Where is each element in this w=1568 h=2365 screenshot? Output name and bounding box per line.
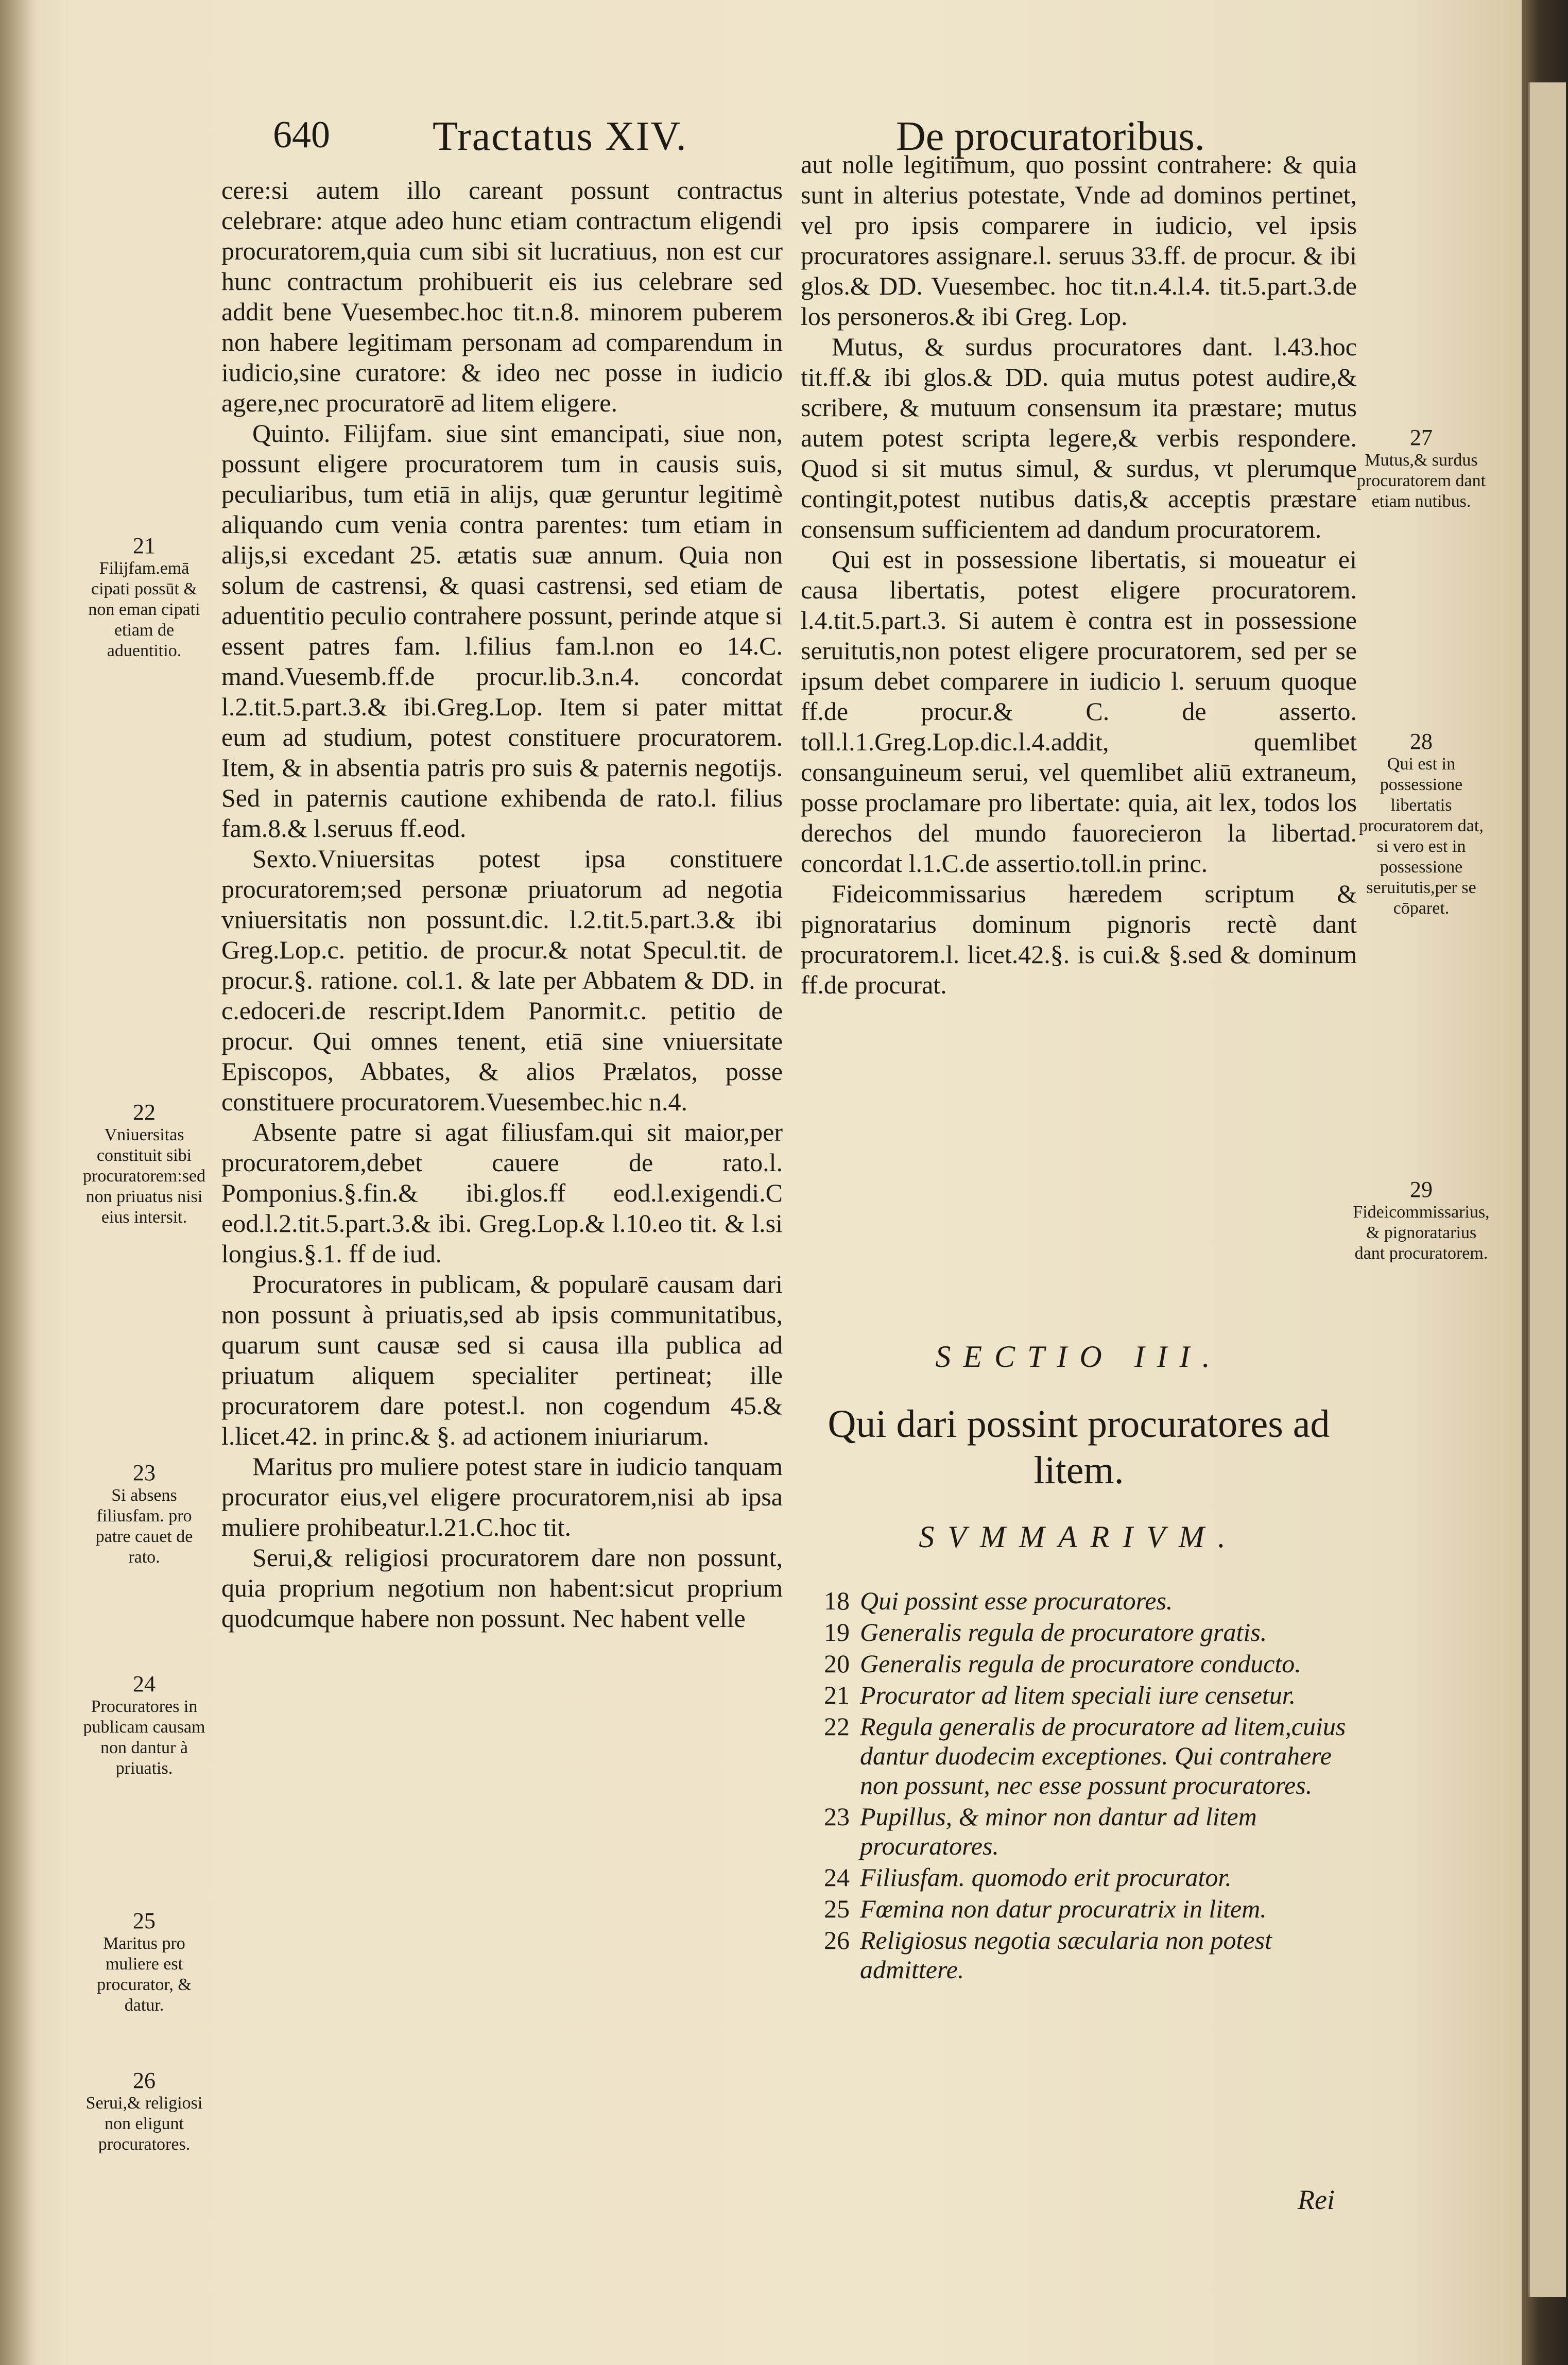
summary-text: Generalis regula de procuratore gratis. xyxy=(860,1618,1267,1647)
margin-note xyxy=(1352,427,1491,512)
facing-page-edge xyxy=(1528,82,1566,2297)
margin-note xyxy=(82,533,206,661)
summary-text: Qui possint esse procuratores. xyxy=(860,1586,1173,1615)
margin-note-text: Qui est in possessione libertatis procuratorem dat, si vero est in possessione seruitutis,per se cōparet. xyxy=(1359,755,1484,918)
summary-text: Pupillus, & minor non dantur ad litem procuratores. xyxy=(860,1802,1257,1860)
margin-note-number: 25 xyxy=(133,1908,156,1933)
page-number: 640 xyxy=(273,114,330,156)
summary-number: 21 xyxy=(824,1681,850,1709)
list-item xyxy=(824,1681,1359,1710)
paragraph: Sexto.Vniuersitas potest ipsa constituere procuratorem;sed personæ priuatorum ad negotia vniuersitatis non possunt.dic. l.2.tit.5.part.3.& ibi Greg.Lop.c. petitio. de procur.& notat Specul.tit. de procur.§. ratione. col.1. & late per Abbatem & DD. in c.edoceri.de rescript.Idem Panormit.c. petitio de procur. Qui omnes tenent, etiā sine vniuersitate Episcopos, Abbates, & alios Prælatos, posse constituere procuratorem.Vuesembec.hic n.4. xyxy=(221,844,783,1116)
margin-note-text: Serui,& religiosi non eligunt procuratores. xyxy=(85,2094,203,2154)
margin-note xyxy=(82,1908,206,2016)
summary-number: 23 xyxy=(824,1802,850,1831)
margin-note-number: 29 xyxy=(1410,1177,1433,1202)
margin-note xyxy=(82,1102,206,1228)
margin-note-number: 21 xyxy=(133,533,156,558)
margin-note xyxy=(1352,1179,1491,1264)
margin-note-text: Fideicommissarius, & pignoratarius dant procuratorem. xyxy=(1353,1203,1490,1263)
list-item xyxy=(824,1712,1359,1800)
margin-note-number: 22 xyxy=(133,1100,156,1125)
summary-number: 25 xyxy=(824,1894,850,1923)
summary-number: 26 xyxy=(824,1926,850,1955)
paragraph: aut nolle legitimum, quo possint contrahere: & quia sunt in alterius potestate, Vnde ad dominos pertinet, vel pro ipsis comparere in iudicio, vel ipsis procuratores assignare.l. seruus 33.ff. de procur. & ibi glos.& DD. Vuesembec. hoc tit.n.4.l.4. tit.5.part.3.de los personeros.& ibi Greg. Lop. xyxy=(801,150,1357,331)
section-label: SECTIO III. xyxy=(935,1340,1222,1374)
summary-number: 22 xyxy=(824,1712,850,1741)
paragraph: cere:si autem illo careant possunt contractus celebrare: atque adeo hunc etiam contractum eligendi procuratorem,quia cum sibi sit lucratiuus, non est cur hunc contractum prohibuerit eis ius celebrare sed addit bene Vuesembec.hoc tit.n.8. minorem puberem non habere legitimam personam ad comparendum in iudicio,sine curatore: & ideo nec posse in iudicio agere,nec procuratorē ad litem eligere. xyxy=(221,176,783,417)
paragraph: Maritus pro muliere potest stare in iudicio tanquam procurator eius,vel eligere procuratorem,nisi ab ipsa muliere prohibeatur.l.21.C.hoc tit. xyxy=(221,1452,783,1541)
margin-note-text: Si absens filiusfam. pro patre cauet de rato. xyxy=(95,1486,193,1567)
paragraph: Serui,& religiosi procuratorem dare non possunt, quia proprium negotium non habent:sicut proprium quodcumque habere non possunt. Nec habent velle xyxy=(221,1543,783,1633)
list-item xyxy=(824,1649,1359,1678)
paragraph: Qui est in possessione libertatis, si moueatur ei causa libertatis, potest eligere procuratorem. l.4.tit.5.part.3. Si autem è contra est in possessione seruitutis,non potest eligere procuratorem, sed per se ipsum debet comparere in iudicio l. seruum quoque ff.de procur.& C. de asserto. toll.l.1.Greg.Lop.dic.l.4.addit, quemlibet consanguineum serui, vel quemlibet aliū extraneum, posse proclamare pro libertate: quia, ait lex, todos los derechos del mundo fauorecieron la libertad. concordat l.1.C.de assertio.toll.in princ. xyxy=(801,545,1357,878)
margin-note xyxy=(82,2070,206,2155)
margin-note-text: Mutus,& surdus procuratorem dant etiam nutibus. xyxy=(1356,451,1486,511)
summary-number: 19 xyxy=(824,1618,850,1647)
margin-note-number: 23 xyxy=(133,1460,156,1485)
summary-text: Fœmina non datur procuratrix in litem. xyxy=(860,1894,1267,1923)
right-text-column xyxy=(801,149,1357,1000)
section-running-title: De procuratoribus. xyxy=(896,114,1205,159)
gutter-shadow xyxy=(0,0,36,2365)
summary-number: 18 xyxy=(824,1586,850,1615)
margin-note-number: 24 xyxy=(133,1671,156,1696)
margin-note-number: 27 xyxy=(1410,425,1433,450)
summary-text: Religiosus negotia sæcularia non potest admittere. xyxy=(860,1926,1272,1984)
paragraph: Fideicommissarius hæredem scriptum & pignoratarius dominum pignoris rectè dant procuratorem.l. licet.42.§. is cui.& §.sed & dominum ff.de procurat. xyxy=(801,879,1357,999)
paragraph: Absente patre si agat filiusfam.qui sit maior,per procuratorem,debet cauere de rato.l. Pomponius.§.fin.& ibi.glos.ff eod.l.exigendi.C eod.l.2.tit.5.part.3.& ibi. Greg.Lop.& l.10.eo tit. & l.si longius.§.1. ff de iud. xyxy=(221,1118,783,1268)
list-item xyxy=(824,1802,1359,1861)
summary-label: SVMMARIVM. xyxy=(919,1520,1239,1554)
margin-note xyxy=(1352,731,1491,919)
paragraph: Mutus, & surdus procuratores dant. l.43.hoc tit.ff.& ibi glos.& DD. quia mutus potest audire,& scribere, & mutuum consensum ita præstare; mutus autem potest scripta legere,& verbis respondere. Quod si sit mutus simul, & surdus, vt plerumque contingit,potest nutibus datis,& acceptis præstare consensum sufficientem ad dandum procuratorem. xyxy=(801,332,1357,543)
list-item xyxy=(824,1863,1359,1892)
summary-text: Filiusfam. quomodo erit procurator. xyxy=(860,1863,1232,1892)
running-title: Tractatus XIV. xyxy=(433,114,687,159)
list-item xyxy=(824,1926,1359,1984)
section-title: Qui dari possint procuratores ad litem. xyxy=(828,1402,1330,1492)
summary-number: 24 xyxy=(824,1863,850,1892)
paragraph: Procuratores in publicam, & popularē causam dari non possunt à priuatis,sed ab ipsis communitatibus, quarum sunt causæ sed si causa illa publica ad priuatum aliquem specialiter pertineat; ille procuratorem dare potest.l. non cogendum 45.& l.licet.42. in princ.& §. ad actionem iniuriarum. xyxy=(221,1270,783,1450)
catchword: Rei xyxy=(1298,2184,1335,2215)
list-item xyxy=(824,1894,1359,1924)
margin-note-text: Filijfam.emā cipati possūt & non eman cipati etiam de aduentitio. xyxy=(88,559,200,660)
summary-list xyxy=(824,1586,1359,1986)
margin-note-number: 26 xyxy=(133,2068,156,2093)
list-item xyxy=(824,1618,1359,1647)
margin-note-text: Procuratores in publicam causam non dantur à priuatis. xyxy=(83,1697,205,1778)
margin-note xyxy=(82,1671,206,1779)
paragraph: Quinto. Filijfam. siue sint emancipati, siue non, possunt eligere procuratorem tum in causis suis, peculiaribus, tum etiā in alijs, quæ geruntur legitimè aliquando cum venia contra parentes: tum etiam in alijs,si excedant 25. ætatis suæ annum. Quia non solum de castrensi, & quasi castrensi, sed etiam de aduentitio peculio contrahere possunt, perinde atque si essent patres fam. l.filius fam.l.non eo 14.C. mand.Vuesemb.ff.de procur.lib.3.n.4. concordat l.2.tit.5.part.3.& ibi.Greg.Lop. Item si pater mittat eum ad studium, potest constituere procuratorem. Item, & in absentia patris pro suis & paternis negotijs. Sed in paternis cautione exhibenda de rato.l. filius fam.8.& l.seruus ff.eod. xyxy=(221,419,783,843)
margin-note-number: 28 xyxy=(1410,729,1433,754)
margin-note-text: Vniuersitas constituit sibi procuratorem:sed non priuatus nisi eius intersit. xyxy=(83,1125,205,1227)
summary-text: Regula generalis de procuratore ad litem,cuius dantur duodecim exceptiones. Qui contrahere non possunt, nec esse possunt procuratores. xyxy=(860,1712,1346,1800)
summary-text: Generalis regula de procuratore conducto. xyxy=(860,1649,1301,1678)
left-text-column xyxy=(221,175,783,1634)
margin-note-text: Maritus pro muliere est procurator, & datur. xyxy=(97,1934,192,2015)
summary-text: Procurator ad litem speciali iure censetur. xyxy=(860,1681,1296,1709)
list-item xyxy=(824,1586,1359,1616)
margin-note xyxy=(82,1460,206,1568)
summary-number: 20 xyxy=(824,1649,850,1678)
